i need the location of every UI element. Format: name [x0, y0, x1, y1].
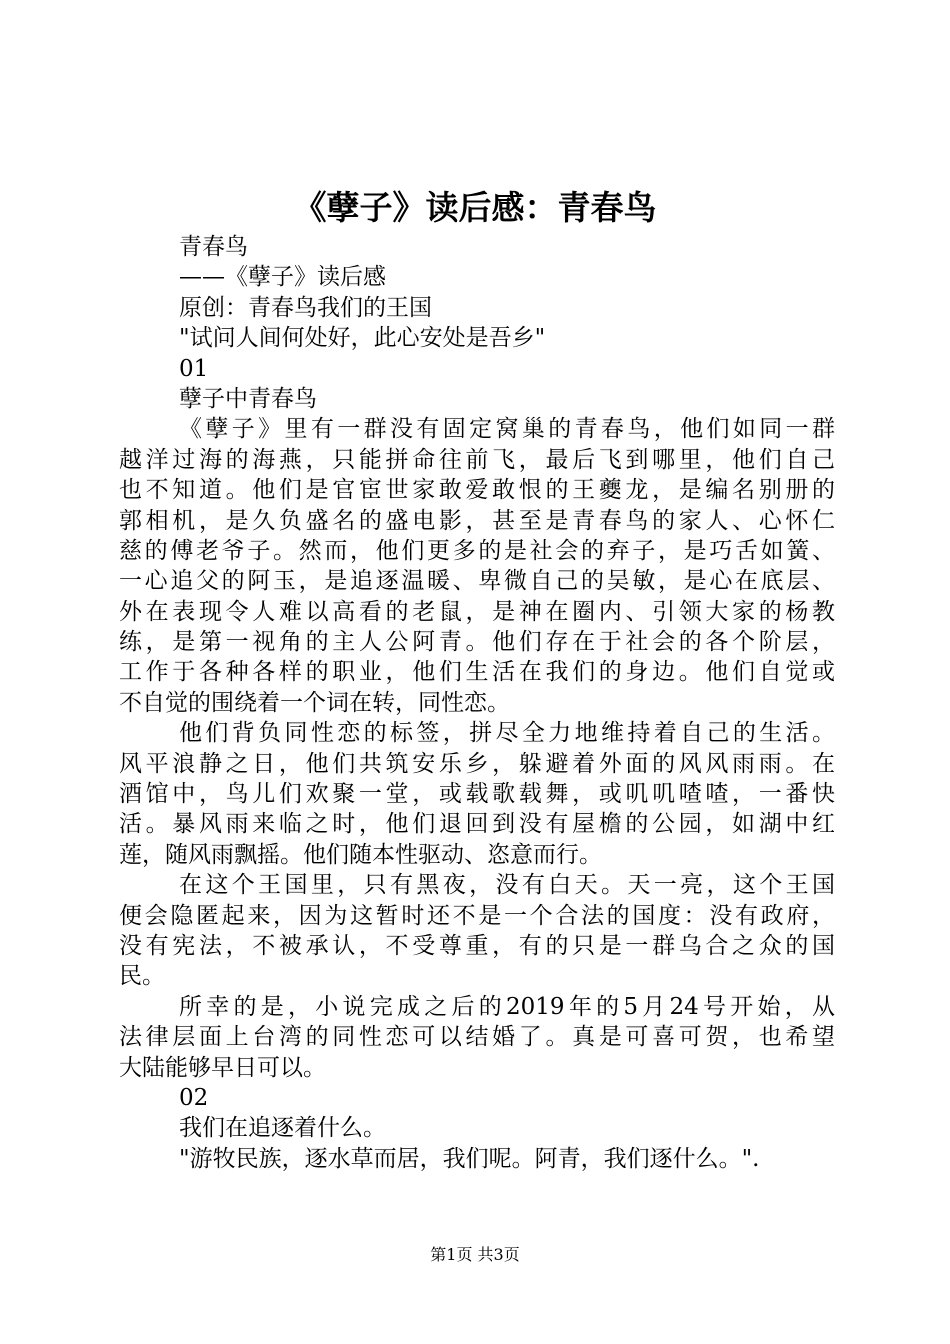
body-line: 民。	[119, 963, 165, 990]
body-line: 莲，随风雨飘摇。他们随本性驱动、恣意而行。	[119, 841, 602, 868]
body-line: "试问人间何处好，此心安处是吾乡"	[179, 325, 546, 352]
document-body	[119, 232, 835, 1174]
body-line: 越洋过海的海燕，只能拼命往前飞，最后飞到哪里，他们自己	[119, 446, 835, 473]
body-line: 《孽子》里有一群没有固定窝巢的青春鸟，他们如同一群	[179, 416, 835, 443]
body-line: 外在表现令人难以高看的老鼠，是神在圈内、引领大家的杨教	[119, 598, 835, 625]
body-line: 工作于各种各样的职业，他们生活在我们的身边。他们自觉或	[119, 659, 835, 686]
body-line: 我们在追逐着什么。	[179, 1115, 386, 1142]
body-line: ——《孽子》读后感	[179, 264, 386, 291]
document-title: 《孽子》读后感：青春鸟	[293, 188, 657, 227]
body-line: 青春鸟	[179, 234, 248, 260]
body-line: 练，是第一视角的主人公阿青。他们存在于社会的各个阶层，	[119, 629, 835, 656]
body-line: "游牧民族，逐水草而居，我们呢。阿青，我们逐什么。".	[179, 1145, 760, 1172]
body-line: 大陆能够早日可以。	[119, 1054, 326, 1081]
body-line: 便会隐匿起来，因为这暂时还不是一个合法的国度：没有政府，	[119, 902, 835, 929]
body-line: 他们背负同性恋的标签，拼尽全力地维持着自己的生活。	[179, 720, 835, 747]
body-line: 原创：青春鸟我们的王国	[179, 294, 432, 321]
body-line: 在这个王国里，只有黑夜，没有白天。天一亮，这个王国	[179, 872, 835, 899]
body-line: 法律层面上台湾的同性恋可以结婚了。真是可喜可贺，也希望	[119, 1024, 835, 1051]
body-line: 慈的傅老爷子。然而，他们更多的是社会的弃子，是巧舌如簧、	[119, 537, 835, 564]
body-line: 不自觉的围绕着一个词在转，同性恋。	[119, 689, 510, 716]
body-line: 一心追父的阿玉，是追逐温暖、卑微自己的吴敏，是心在底层、	[119, 568, 835, 595]
body-line: 孽子中青春鸟	[179, 385, 317, 412]
body-line: 所幸的是，小说完成之后的2019年的5月24号开始，从	[179, 993, 835, 1020]
body-line: 风平浪静之日，他们共筑安乐乡，躲避着外面的风风雨雨。在	[119, 750, 835, 777]
body-line: 活。暴风雨来临之时，他们退回到没有屋檐的公园，如湖中红	[119, 811, 835, 838]
body-line: 郭相机，是久负盛名的盛电影，甚至是青春鸟的家人、心怀仁	[119, 507, 835, 534]
page-footer: 第1页 共3页	[430, 1245, 520, 1264]
body-line: 酒馆中，鸟儿们欢聚一堂，或载歌载舞，或叽叽喳喳，一番快	[119, 781, 835, 808]
body-line: 02	[179, 1084, 209, 1111]
body-line: 01	[179, 355, 209, 382]
body-line: 也不知道。他们是官宦世家敢爱敢恨的王夔龙，是编名别册的	[119, 477, 835, 504]
body-line: 没有宪法，不被承认，不受尊重，有的只是一群乌合之众的国	[119, 932, 835, 959]
